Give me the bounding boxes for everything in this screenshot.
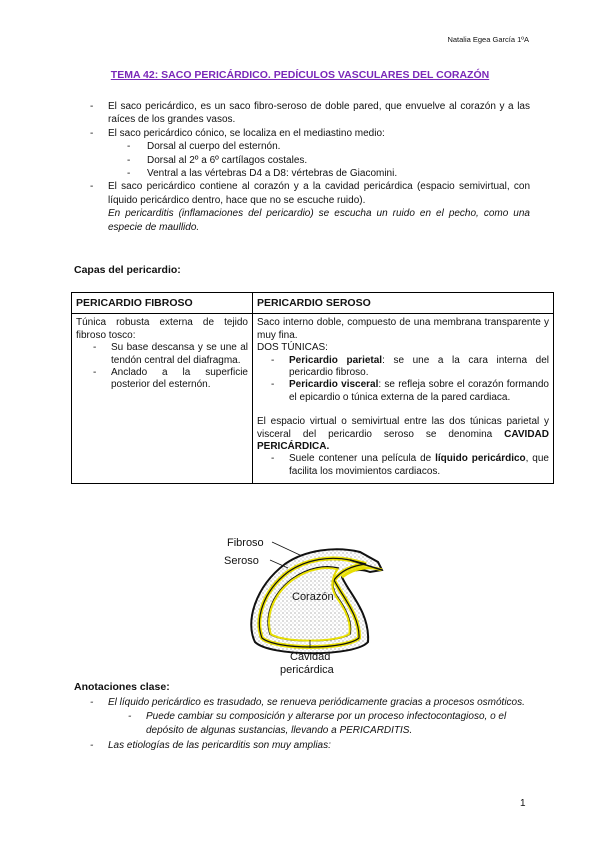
- list-item: - El saco pericárdico, es un saco fibro-seroso de doble pared, que envuelve al corazón y a las raíces de los grandes vasos.: [90, 101, 530, 126]
- list-item: - Las etiologías de las pericarditis son muy amplias:: [90, 739, 331, 751]
- list-item: - El saco pericárdico contiene al corazón y a la cavidad pericárdica (espacio semivirtual, con líquido pericárdico dentro, hace que no se escuche ruido).: [90, 181, 530, 206]
- fibroso-intro: Túnica robusta externa de tejido fibroso tosco:: [76, 317, 248, 341]
- fibroso-cell: [72, 314, 253, 484]
- seroso-space-text: El espacio virtual o semivirtual entre las dos túnicas parietal y visceral del pericardio seroso se denomina CAVIDAD PERICÁRDICA.: [257, 416, 549, 453]
- fibroso-item: - Su base descansa y se une al tendón central del diafragma.: [93, 342, 248, 366]
- seroso-item-parietal: - Pericardio parietal: se une a la cara interna del pericardio fibroso.: [271, 354, 549, 379]
- fibroso-item: - Anclado a la superficie posterior del esternón.: [93, 367, 248, 391]
- leader-fibroso: [272, 542, 302, 556]
- pericardium-layers-table: [71, 292, 554, 484]
- notes-list: [90, 696, 540, 753]
- page-number: 1: [520, 798, 526, 809]
- table-header-seroso: PERICARDIO SEROSO: [253, 293, 554, 314]
- sub-list-item: - Dorsal al cuerpo del esternón.: [127, 141, 281, 153]
- list-item: - El saco pericárdico cónico, se localiza en el mediastino medio:: [90, 127, 385, 139]
- sub-list-item: - Dorsal al 2º a 6º cartílagos costales.: [127, 154, 308, 166]
- seroso-item-visceral: - Pericardio visceral: se refleja sobre el corazón formando el epicardio o túnica externa de la pared cardiaca.: [271, 379, 549, 403]
- sub-list-item: - Puede cambiar su composición y alterarse por un proceso infectocontagioso, o el depósito de algunas sustancias, llevando a PERICARDITIS.: [128, 711, 507, 737]
- seroso-item-liquido: - Suele contener una película de líquido pericárdico, que facilita los movimientos cardiacos.: [271, 453, 549, 477]
- label-corazon: Corazón: [292, 591, 334, 603]
- seroso-dos-tunicas: DOS TÚNICAS:: [257, 342, 328, 354]
- seroso-intro: Saco interno doble, compuesto de una membrana transparente y muy fina.: [257, 317, 549, 341]
- sub-list-item: - Ventral a las vértebras D4 a D8: vértebras de Giacomini.: [127, 168, 398, 180]
- page-title: TEMA 42: SACO PERICÁRDICO. PEDÍCULOS VASCULARES DEL CORAZÓN: [110, 69, 490, 81]
- label-cavidad: Cavidad: [290, 651, 331, 663]
- pericarditis-note: En pericarditis (inflamaciones del pericardio) se escucha un ruido en el pecho, como una especie de maullido.: [108, 208, 530, 233]
- table-header-fibroso: PERICARDIO FIBROSO: [72, 293, 253, 314]
- label-pericardica: pericárdica: [280, 664, 334, 676]
- section-heading: Capas del pericardio:: [74, 264, 181, 276]
- label-seroso: Seroso: [224, 555, 259, 567]
- list-item: - El líquido pericárdico es trasudado, se renueva periódicamente gracias a procesos osmóticos.: [90, 697, 525, 708]
- intro-list: [90, 100, 530, 234]
- header-author: Natalia Egea García 1ºA: [447, 35, 529, 44]
- label-fibroso: Fibroso: [227, 537, 264, 549]
- pericardium-figure: [210, 532, 390, 680]
- seroso-cell: [253, 314, 554, 484]
- notes-heading: Anotaciones clase:: [74, 681, 170, 693]
